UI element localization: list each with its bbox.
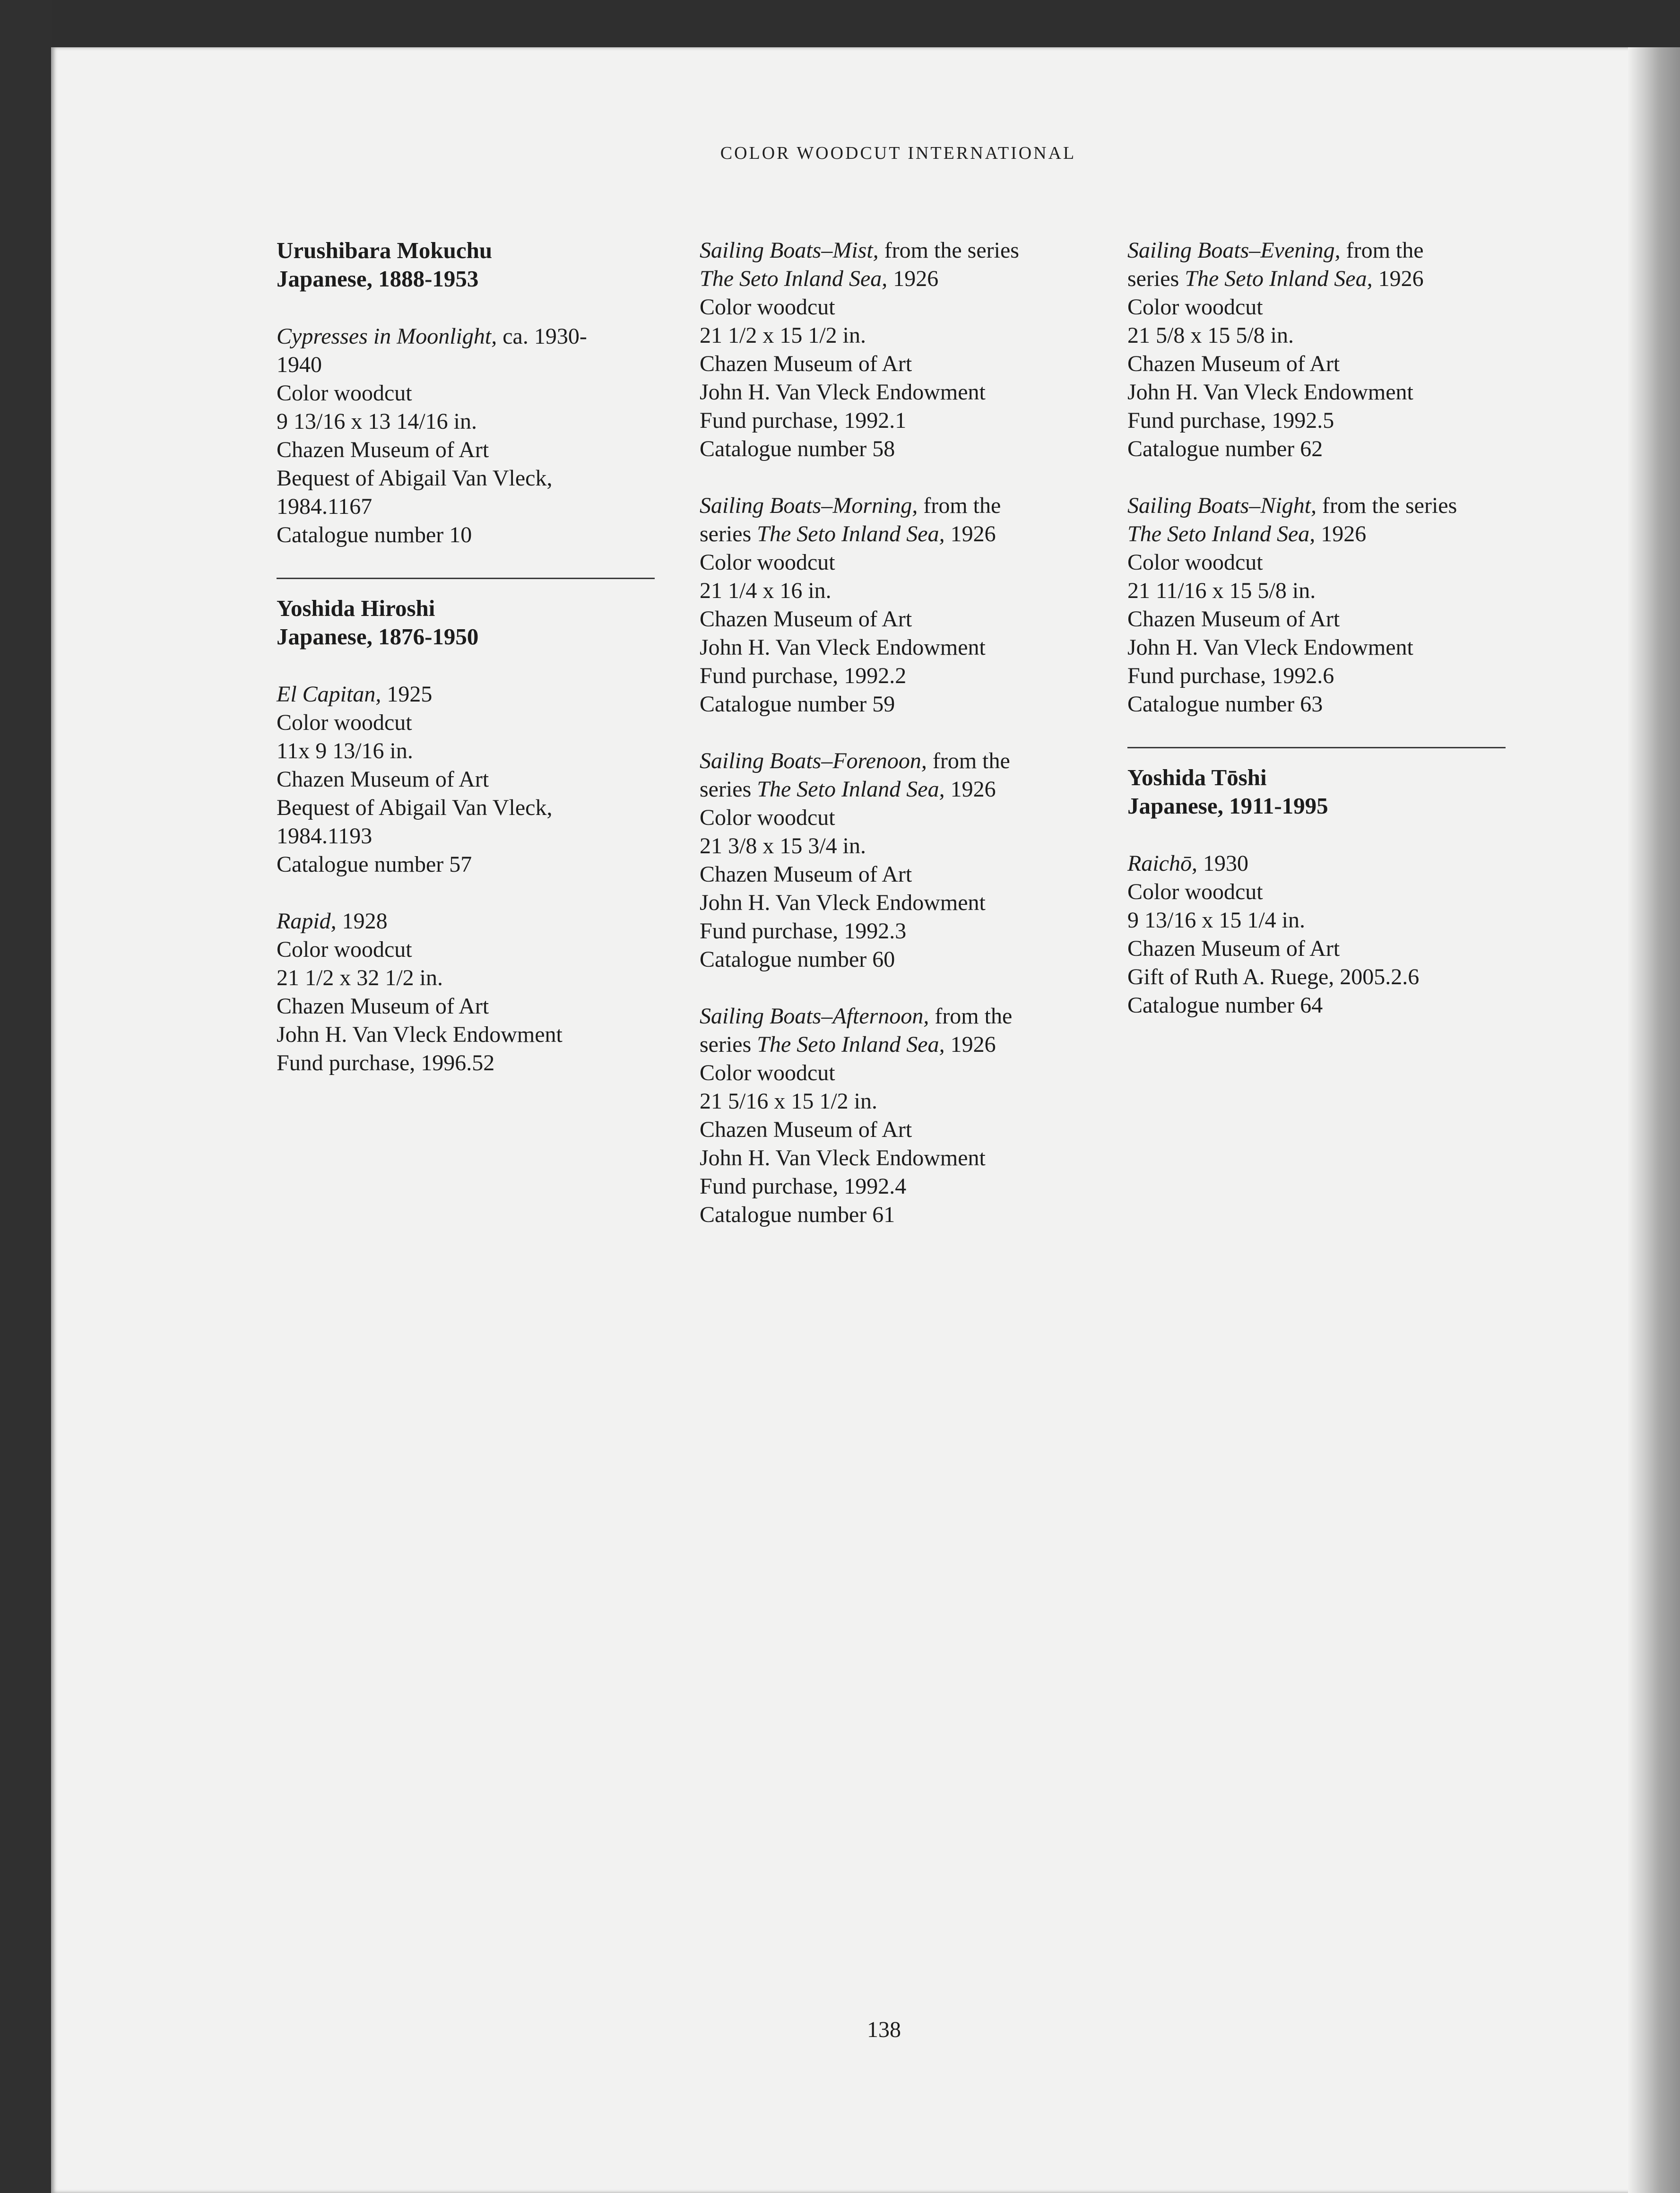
artist-nationality: Japanese, 1876-1950 — [277, 624, 479, 650]
catalogue-entry — [700, 492, 1087, 719]
work-size: 21 1/2 x 15 1/2 in. — [700, 323, 866, 348]
work-credit: John H. Van Vleck Endowment — [1127, 380, 1413, 405]
series-title: The Seto Inland Sea, — [757, 777, 945, 802]
artist-block — [277, 236, 664, 293]
work-size: 9 13/16 x 13 14/16 in. — [277, 409, 477, 434]
work-credit-accession: Fund purchase, 1992.1 — [700, 408, 907, 433]
catalogue-entry — [1127, 492, 1515, 719]
work-date: 1926 — [944, 521, 996, 546]
work-medium: Color woodcut — [1127, 879, 1263, 904]
series-title: The Seto Inland Sea, — [757, 521, 945, 546]
work-size: 11x 9 13/16 in. — [277, 738, 413, 763]
work-title: Rapid, — [277, 909, 337, 934]
work-size: 21 1/4 x 16 in. — [700, 578, 831, 603]
work-date: 1926 — [944, 777, 996, 802]
work-collection: Chazen Museum of Art — [700, 1117, 912, 1142]
catalogue-entry — [700, 747, 1087, 974]
series-title: The Seto Inland Sea, — [1185, 266, 1373, 291]
work-medium: Color woodcut — [700, 1060, 835, 1085]
work-collection: Chazen Museum of Art — [700, 607, 912, 632]
work-date: 1926 — [1315, 521, 1367, 546]
work-collection: Chazen Museum of Art — [1127, 351, 1340, 376]
catalogue-entry — [700, 1002, 1087, 1229]
work-date: 1926 — [1372, 266, 1424, 291]
work-collection: Chazen Museum of Art — [700, 351, 912, 376]
artist-name: Urushibara Mokuchu — [277, 237, 493, 263]
work-size: 9 13/16 x 15 1/4 in. — [1127, 908, 1306, 933]
work-credit-accession: 1984.1167 — [277, 494, 372, 519]
work-collection: Chazen Museum of Art — [277, 767, 489, 792]
work-credit-accession: Fund purchase, 1992.6 — [1127, 663, 1334, 688]
work-title: El Capitan, — [277, 682, 381, 707]
work-medium: Color woodcut — [700, 805, 835, 830]
artist-nationality: Japanese, 1911-1995 — [1127, 793, 1328, 819]
series-prefix: from the — [918, 493, 1001, 518]
work-date: 1925 — [381, 682, 433, 707]
series-title: The Seto Inland Sea, — [1127, 521, 1316, 546]
work-catalogue-number: Catalogue number 64 — [1127, 993, 1323, 1018]
work-credit: John H. Van Vleck Endowment — [700, 890, 986, 915]
series-prefix: from the series — [878, 238, 1019, 263]
artist-nationality: Japanese, 1888-1953 — [277, 266, 479, 292]
series-lead: series — [700, 521, 757, 546]
work-credit-accession: Fund purchase, 1992.4 — [700, 1174, 907, 1199]
column-2 — [700, 236, 1087, 1257]
work-medium: Color woodcut — [1127, 550, 1263, 575]
work-catalogue-number: Catalogue number 61 — [700, 1202, 895, 1227]
work-credit: John H. Van Vleck Endowment — [700, 1145, 986, 1170]
work-collection: Chazen Museum of Art — [1127, 607, 1340, 632]
work-credit-accession: Fund purchase, 1992.3 — [700, 919, 907, 944]
work-catalogue-number: Catalogue number 60 — [700, 947, 895, 972]
scan-background-left — [0, 0, 52, 2193]
work-catalogue-number: Catalogue number 57 — [277, 852, 472, 877]
running-head: COLOR WOODCUT INTERNATIONAL — [720, 143, 1076, 163]
artist-name: Yoshida Tōshi — [1127, 764, 1267, 790]
work-medium: Color woodcut — [277, 937, 412, 962]
work-title: Sailing Boats–Mist, — [700, 238, 879, 263]
work-size: 21 3/8 x 15 3/4 in. — [700, 833, 866, 858]
work-title: Sailing Boats–Forenoon, — [700, 748, 927, 773]
artist-block — [277, 594, 664, 651]
catalogue-entry — [1127, 236, 1515, 463]
work-title: Raichō, — [1127, 851, 1197, 876]
series-prefix: from the series — [1316, 493, 1457, 518]
work-size: 21 11/16 x 15 5/8 in. — [1127, 578, 1316, 603]
series-title: The Seto Inland Sea, — [757, 1032, 945, 1057]
work-collection: Chazen Museum of Art — [277, 437, 489, 462]
work-size: 21 5/16 x 15 1/2 in. — [700, 1089, 878, 1114]
work-collection: Chazen Museum of Art — [277, 994, 489, 1019]
series-lead: series — [700, 777, 757, 802]
work-catalogue-number: Catalogue number 59 — [700, 692, 895, 717]
series-lead: series — [1127, 266, 1185, 291]
series-lead: series — [700, 1032, 757, 1057]
work-date: 1926 — [944, 1032, 996, 1057]
work-date: 1926 — [887, 266, 939, 291]
work-credit-accession: 1984.1193 — [277, 823, 372, 849]
work-date: 1930 — [1197, 851, 1248, 876]
work-credit: Bequest of Abigail Van Vleck, — [277, 466, 553, 491]
work-collection: Chazen Museum of Art — [1127, 936, 1340, 961]
work-title: Sailing Boats–Night, — [1127, 493, 1317, 518]
work-size: 21 5/8 x 15 5/8 in. — [1127, 323, 1294, 348]
work-credit: Gift of Ruth A. Ruege, 2005.2.6 — [1127, 964, 1420, 989]
artist-separator-rule — [277, 578, 655, 579]
work-medium: Color woodcut — [1127, 295, 1263, 320]
page-number: 138 — [867, 2017, 901, 2042]
work-credit: John H. Van Vleck Endowment — [700, 380, 986, 405]
catalogue-entry — [700, 236, 1087, 463]
work-size: 21 1/2 x 32 1/2 in. — [277, 965, 443, 990]
work-date: ca. 1930- — [497, 324, 587, 349]
work-medium: Color woodcut — [277, 381, 412, 406]
series-title: The Seto Inland Sea, — [700, 266, 888, 291]
series-prefix: from the — [929, 1004, 1013, 1029]
catalogue-entry — [277, 907, 664, 1077]
work-catalogue-number: Catalogue number 63 — [1127, 692, 1323, 717]
work-credit-accession: Fund purchase, 1996.52 — [277, 1050, 495, 1075]
work-credit-accession: Fund purchase, 1992.5 — [1127, 408, 1334, 433]
work-title: Sailing Boats–Afternoon, — [700, 1004, 929, 1029]
scan-background-top — [0, 0, 1680, 52]
book-gutter-shadow — [1628, 47, 1680, 2193]
work-catalogue-number: Catalogue number 58 — [700, 436, 895, 461]
catalogue-entry — [277, 680, 664, 879]
work-medium: Color woodcut — [700, 550, 835, 575]
work-date-continued: 1940 — [277, 352, 322, 377]
work-medium: Color woodcut — [700, 295, 835, 320]
series-prefix: from the — [1340, 238, 1424, 263]
column-3 — [1127, 236, 1515, 1048]
work-credit: Bequest of Abigail Van Vleck, — [277, 795, 553, 820]
artist-separator-rule — [1127, 747, 1506, 748]
work-collection: Chazen Museum of Art — [700, 862, 912, 887]
series-prefix: from the — [927, 748, 1010, 773]
work-credit: John H. Van Vleck Endowment — [277, 1022, 563, 1047]
work-credit-accession: Fund purchase, 1992.2 — [700, 663, 907, 688]
work-title: Sailing Boats–Evening, — [1127, 238, 1341, 263]
catalogue-entry — [277, 322, 664, 549]
artist-name: Yoshida Hiroshi — [277, 595, 435, 621]
work-catalogue-number: Catalogue number 10 — [277, 522, 472, 547]
work-credit: John H. Van Vleck Endowment — [700, 635, 986, 660]
work-date: 1928 — [336, 909, 388, 934]
work-medium: Color woodcut — [277, 710, 412, 735]
work-catalogue-number: Catalogue number 62 — [1127, 436, 1323, 461]
catalogue-entry — [1127, 849, 1515, 1020]
work-title: Sailing Boats–Morning, — [700, 493, 918, 518]
work-title: Cypresses in Moonlight, — [277, 324, 497, 349]
column-1 — [277, 236, 664, 1106]
work-credit: John H. Van Vleck Endowment — [1127, 635, 1413, 660]
artist-block — [1127, 763, 1515, 820]
